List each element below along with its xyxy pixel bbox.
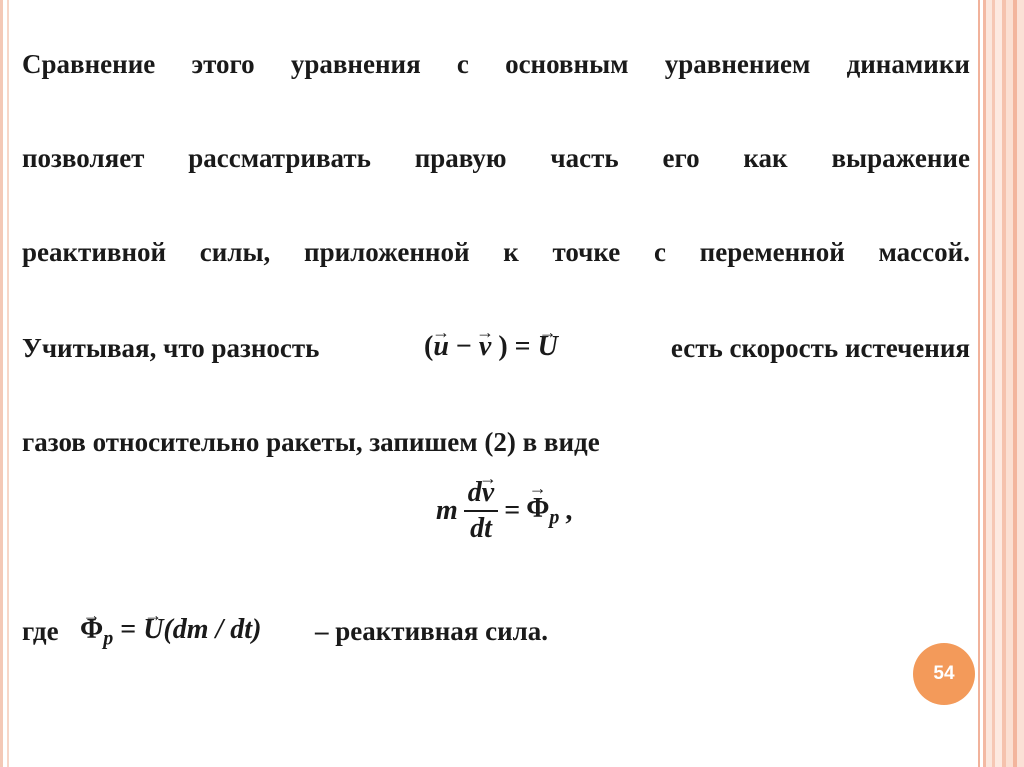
word: с (456, 49, 469, 79)
phi-vector: → Φ (80, 614, 103, 646)
word: переменной (699, 237, 845, 267)
velocity-difference-formula (424, 331, 558, 363)
word: уравнением (664, 49, 811, 79)
word: как (743, 143, 788, 173)
mass-symbol: m (436, 495, 458, 526)
word: его (662, 143, 700, 173)
word: приложенной (304, 237, 470, 267)
derivative-fraction (464, 478, 498, 544)
word: силы, (199, 237, 271, 267)
reactive-force-formula (80, 614, 261, 655)
minus-sign: − (455, 331, 472, 362)
comma: , (565, 495, 573, 526)
word: рассматривать (188, 143, 371, 173)
page-number-badge (913, 643, 975, 705)
word: реактивной (22, 237, 167, 267)
word: Сравнение (22, 49, 156, 79)
equals-sign: = (504, 495, 521, 526)
word: правую (414, 143, 507, 173)
word: часть (550, 143, 619, 173)
paren-close-equals: ) = (498, 331, 531, 362)
vector-U: → U (538, 331, 558, 363)
word: выражение (831, 143, 970, 173)
word: этого (191, 49, 255, 79)
text-line-5 (22, 426, 970, 458)
mass-rate: (dm / dt) (163, 614, 262, 645)
word: позволяет (22, 143, 145, 173)
fraction-numerator: d→ v (464, 478, 498, 512)
page-number: 54 (933, 663, 955, 684)
word: с (653, 237, 666, 267)
line6-suffix: – реактивная сила. (315, 616, 549, 646)
vector-U: → U (143, 614, 163, 646)
reactive-force-symbol: → $\Phi_p$ (526, 493, 559, 530)
word: точке (552, 237, 621, 267)
phi-subscript: p (103, 627, 114, 650)
fraction-denominator: dt (470, 513, 492, 544)
left-border-line (0, 0, 3, 767)
vector-u: → u (433, 331, 449, 363)
word: массой. (878, 237, 970, 267)
word: уравнения (290, 49, 421, 79)
line5-text: газов относительно ракеты, запишем (2) в виде (22, 427, 600, 457)
word: основным (505, 49, 629, 79)
equals-sign: = (120, 614, 137, 645)
line6-prefix: где (22, 616, 59, 646)
vector-v: → v (479, 331, 491, 363)
paren-open: ( (424, 331, 434, 362)
word: динамики (846, 49, 970, 79)
line4-right-text: есть скорость истечения (670, 333, 970, 363)
text-line-3 (22, 236, 970, 268)
line4-left-text: Учитывая, что разность (22, 333, 320, 363)
motion-equation-formula (436, 478, 572, 544)
left-border-line-inner (7, 0, 9, 767)
right-decorative-stripes (980, 0, 1024, 767)
text-line-1 (22, 48, 970, 80)
word: к (503, 237, 519, 267)
text-line-2 (22, 142, 970, 174)
